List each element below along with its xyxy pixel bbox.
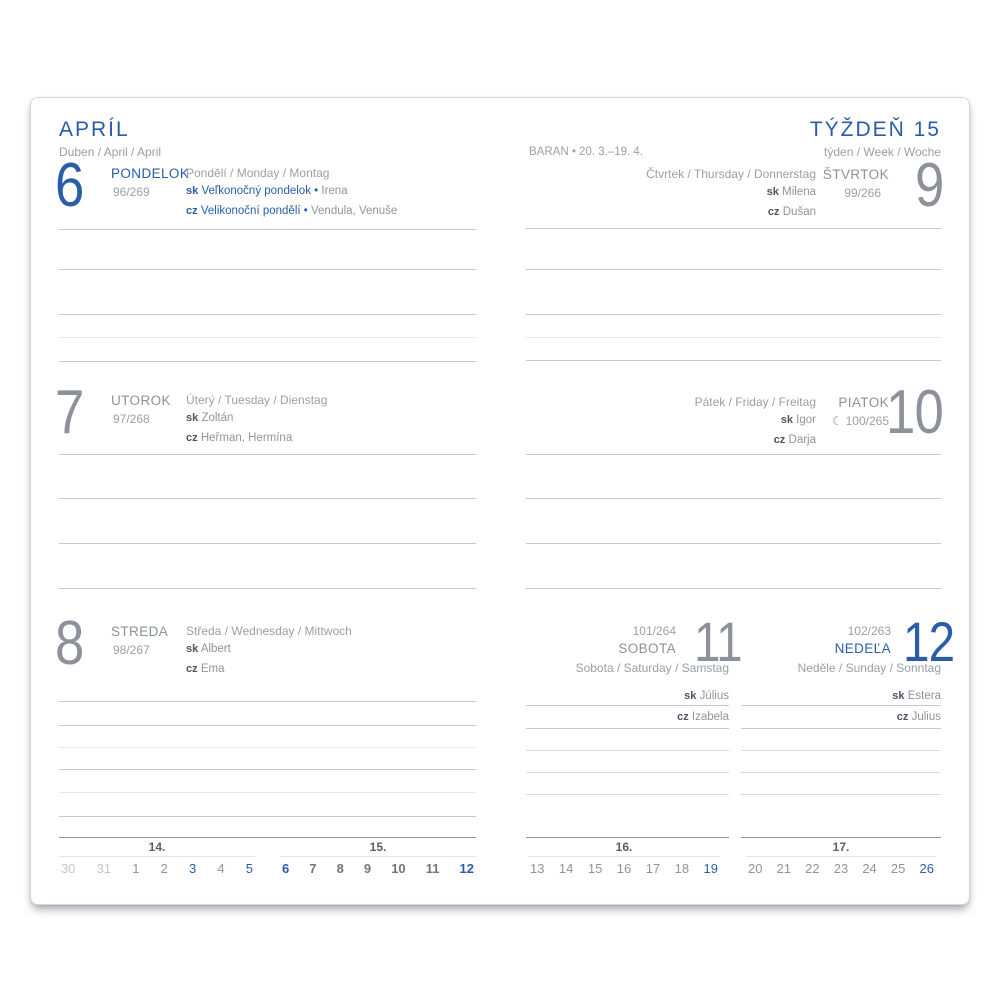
date-cell: 31 — [96, 861, 112, 876]
sk-label: sk — [892, 690, 905, 702]
week-dates — [59, 861, 255, 876]
cz-label: cz — [767, 206, 780, 218]
monday-number: 6 — [55, 151, 84, 220]
ruled-line — [526, 588, 941, 589]
divider — [528, 856, 720, 857]
sunday-cz-namedays — [897, 711, 941, 723]
ruled-line — [59, 314, 476, 315]
ruled-line — [59, 769, 476, 770]
ruled-line — [59, 361, 476, 362]
friday-name: PIATOK — [838, 395, 889, 410]
date-cell: 16 — [616, 861, 632, 876]
ruled-line — [526, 269, 941, 270]
sk-holiday: Veľkonočný pondelok • — [201, 185, 319, 197]
wednesday-day-of-year: 98/267 — [113, 643, 150, 657]
date-cell: 26 — [919, 861, 934, 876]
ruled-line — [59, 725, 476, 726]
week-number-label: 14. — [148, 840, 166, 854]
wednesday-number: 8 — [55, 609, 84, 678]
saturday-number: 11 — [694, 610, 742, 673]
ruled-line — [526, 498, 941, 499]
saturday-day-of-year: 101/264 — [632, 624, 676, 638]
saturday-languages: Sobota / Saturday / Samstag — [575, 661, 729, 675]
sk-label: sk — [186, 643, 199, 655]
cz-label: cz — [186, 663, 198, 675]
moon-phase-icon: ☾ — [831, 414, 843, 428]
sk-names: Irena — [321, 185, 348, 197]
sk-names: Albert — [200, 643, 231, 655]
date-cell: 24 — [862, 861, 877, 876]
sunday-number: 12 — [903, 610, 955, 673]
sk-names: Zoltán — [201, 412, 234, 424]
cz-label: cz — [186, 205, 198, 217]
sk-label: sk — [186, 185, 199, 197]
tuesday-number: 7 — [55, 378, 84, 447]
tuesday-languages: Úterý / Tuesday / Dienstag — [186, 393, 328, 407]
cz-names: Dušan — [782, 206, 816, 218]
date-cell: 25 — [890, 861, 906, 876]
date-cell: 18 — [674, 861, 690, 876]
ruled-line — [526, 750, 729, 751]
sk-label: sk — [766, 186, 779, 198]
week-number-label: 16. — [615, 840, 633, 854]
date-cell: 4 — [217, 861, 225, 876]
sk-names: Igor — [796, 414, 816, 426]
friday-cz-namedays — [774, 434, 816, 446]
ruled-line — [59, 816, 476, 817]
sunday-sk-namedays — [892, 690, 941, 702]
week-number-label: 17. — [832, 840, 850, 854]
monday-languages: Pondělí / Monday / Montag — [186, 166, 330, 180]
ruled-line — [526, 314, 941, 315]
ruled-line — [741, 728, 941, 729]
sk-names: Milena — [782, 186, 816, 198]
cz-label: cz — [773, 434, 786, 446]
friday-ordinal: 100/265 — [845, 414, 889, 428]
month-title: APRÍL — [59, 118, 130, 141]
cz-names: Ema — [200, 663, 225, 675]
week-number-label: 15. — [369, 840, 387, 854]
friday-day-of-year — [832, 414, 889, 428]
date-cell: 2 — [160, 861, 168, 876]
friday-sk-namedays — [781, 414, 816, 426]
date-cell: 14 — [558, 861, 574, 876]
friday-number: 10 — [886, 378, 943, 447]
thursday-day-of-year: 99/266 — [844, 186, 881, 200]
cz-names: Darja — [788, 434, 816, 446]
cz-names: Julius — [911, 711, 941, 723]
ruled-line — [526, 794, 729, 795]
week-dates — [528, 861, 720, 876]
week-dates — [746, 861, 936, 876]
sunday-languages: Neděle / Sunday / Sonntag — [797, 661, 941, 675]
date-cell: 17 — [645, 861, 661, 876]
saturday-cz-namedays — [677, 711, 729, 723]
date-cell: 11 — [425, 861, 440, 876]
wednesday-name: STREDA — [111, 624, 169, 639]
month-languages: Duben / April / April — [59, 145, 162, 159]
divider — [59, 856, 255, 857]
week-dates — [280, 861, 476, 876]
ruled-line — [526, 543, 941, 544]
ruled-line — [526, 772, 729, 773]
date-cell: 1 — [132, 861, 140, 876]
tuesday-name: UTOROK — [111, 393, 171, 408]
cz-label: cz — [677, 711, 689, 723]
ruled-line — [741, 772, 941, 773]
divider — [280, 856, 476, 857]
cz-label: cz — [896, 711, 909, 723]
tuesday-sk-namedays — [186, 412, 233, 424]
date-cell: 23 — [833, 861, 849, 876]
calendar-separator — [741, 837, 941, 838]
sunday-day-of-year: 102/263 — [847, 624, 891, 638]
tuesday-day-of-year: 97/268 — [113, 412, 150, 426]
ruled-line — [59, 498, 476, 499]
ruled-line — [59, 229, 476, 230]
calendar-separator — [526, 837, 729, 838]
friday-languages: Pátek / Friday / Freitag — [694, 395, 816, 409]
ruled-line — [59, 337, 476, 338]
ruled-line — [59, 747, 476, 748]
thursday-name: ŠTVRTOK — [822, 167, 889, 182]
monday-day-of-year: 96/269 — [113, 185, 150, 199]
thursday-cz-namedays — [768, 206, 816, 218]
tuesday-cz-namedays — [186, 432, 292, 444]
ruled-line — [526, 228, 941, 229]
ruled-line — [59, 588, 476, 589]
sk-label: sk — [780, 414, 793, 426]
date-cell: 15 — [587, 861, 603, 876]
week-16-strip — [528, 840, 720, 876]
ruled-line — [741, 750, 941, 751]
monday-name: PONDELOK — [111, 166, 190, 181]
wednesday-cz-namedays — [186, 663, 224, 675]
week-title: TÝŽDEŇ 15 — [809, 118, 941, 141]
cz-holiday: Velikonoční pondělí • — [200, 205, 308, 217]
sk-label: sk — [186, 412, 199, 424]
ruled-line — [526, 705, 729, 706]
wednesday-languages: Středa / Wednesday / Mittwoch — [186, 624, 352, 638]
ruled-line — [526, 454, 941, 455]
date-cell: 3 — [188, 861, 197, 876]
date-cell: 20 — [748, 861, 763, 876]
saturday-sk-namedays — [684, 690, 729, 702]
ruled-line — [526, 728, 729, 729]
date-cell: 8 — [336, 861, 344, 876]
sunday-name: NEDEĽA — [834, 641, 891, 656]
date-cell: 7 — [309, 861, 317, 876]
divider — [746, 856, 936, 857]
date-cell: 21 — [776, 861, 792, 876]
date-cell: 13 — [530, 861, 545, 876]
sk-names: Estera — [907, 690, 941, 702]
cz-label: cz — [186, 432, 198, 444]
date-cell: 12 — [459, 861, 474, 876]
calendar-separator — [59, 837, 476, 838]
zodiac-period: BARAN • 20. 3.–19. 4. — [529, 146, 643, 158]
cz-names: Heřman, Hermína — [200, 432, 293, 444]
week-14-strip — [59, 840, 255, 876]
thursday-sk-namedays — [767, 186, 816, 198]
week-17-strip — [746, 840, 936, 876]
ruled-line — [526, 337, 941, 338]
ruled-line — [59, 269, 476, 270]
ruled-line — [59, 792, 476, 793]
ruled-line — [526, 360, 941, 361]
week-15-strip — [280, 840, 476, 876]
date-cell: 19 — [703, 861, 718, 876]
sk-names: Július — [699, 690, 729, 702]
ruled-line — [59, 701, 476, 702]
wednesday-sk-namedays — [186, 643, 231, 655]
saturday-name: SOBOTA — [618, 641, 676, 656]
ruled-line — [59, 454, 476, 455]
cz-names: Vendula, Venuše — [311, 205, 398, 217]
monday-cz-namedays — [186, 205, 397, 217]
monday-sk-namedays — [186, 185, 348, 197]
ruled-line — [59, 543, 476, 544]
ruled-line — [741, 705, 941, 706]
week-languages: týden / Week / Woche — [824, 145, 941, 159]
sk-label: sk — [684, 690, 697, 702]
date-cell: 30 — [61, 861, 76, 876]
diary-page — [30, 97, 970, 905]
date-cell: 9 — [363, 861, 372, 876]
cz-names: Izabela — [691, 711, 729, 723]
date-cell: 22 — [805, 861, 820, 876]
thursday-number: 9 — [914, 151, 943, 220]
date-cell: 6 — [282, 861, 290, 876]
date-cell: 10 — [391, 861, 406, 876]
ruled-line — [741, 794, 941, 795]
thursday-languages: Čtvrtek / Thursday / Donnerstag — [646, 167, 816, 181]
date-cell: 5 — [245, 861, 253, 876]
